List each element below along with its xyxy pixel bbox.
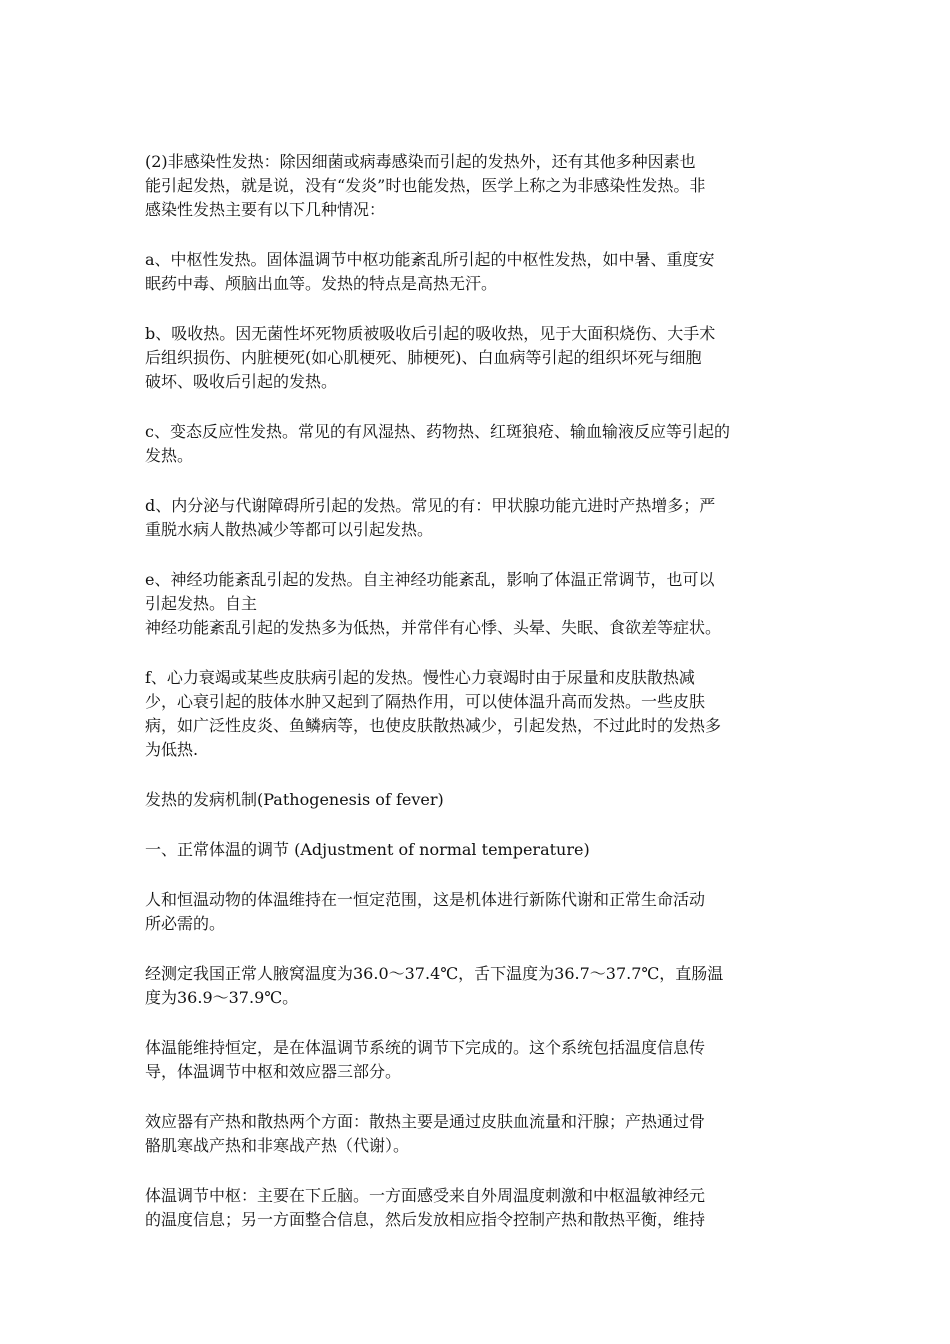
text-line: 破坏、吸收后引起的发热。	[145, 372, 338, 391]
text-line: b、吸收热。因无菌性坏死物质被吸收后引起的吸收热，见于大面积烧伤、大手术	[145, 324, 716, 343]
text-line: 效应器有产热和散热两个方面：散热主要是通过皮肤血流量和汗腺；产热通过骨	[145, 1112, 706, 1131]
paragraph-measured-temperatures	[145, 962, 810, 1010]
paragraph-effectors	[145, 1110, 810, 1158]
text-line: 的温度信息；另一方面整合信息，然后发放相应指令控制产热和散热平衡，维持	[145, 1210, 706, 1229]
text-line: 为低热.	[145, 740, 199, 759]
paragraph-absorption-fever	[145, 322, 810, 394]
text-line: 病，如广泛性皮炎、鱼鳞病等，也使皮肤散热减少，引起发热，不过此时的发热多	[145, 716, 722, 735]
text-line: 感染性发热主要有以下几种情况：	[145, 200, 386, 219]
text-line: 少，心衰引起的肢体水肿又起到了隔热作用，可以使体温升高而发热。一些皮肤	[145, 692, 706, 711]
text-line: 引起发热。自主	[145, 594, 258, 613]
text-line: (2)非感染性发热：除因细菌或病毒感染而引起的发热外，还有其他多种因素也	[145, 152, 696, 171]
text-line: 骼肌寒战产热和非寒战产热（代谢）。	[145, 1136, 410, 1155]
paragraph-regulation-system	[145, 1036, 810, 1084]
paragraph-homeotherm	[145, 888, 810, 936]
text-line: 发热的发病机制(Pathogenesis of fever)	[145, 790, 444, 809]
text-line: 一、正常体温的调节 (Adjustment of normal temperature)	[145, 840, 590, 859]
paragraph-heart-skin-fever	[145, 666, 810, 762]
heading-normal-temperature	[145, 838, 810, 862]
text-line: 后组织损伤、内脏梗死(如心肌梗死、肺梗死)、白血病等引起的组织坏死与细胞	[145, 348, 702, 367]
text-line: 导，体温调节中枢和效应器三部分。	[145, 1062, 402, 1081]
text-line: c、变态反应性发热。常见的有风湿热、药物热、红斑狼疮、输血输液反应等引起的	[145, 422, 730, 441]
text-line: 发热。	[145, 446, 194, 465]
text-line: 度为36.9～37.9℃。	[145, 988, 299, 1007]
heading-pathogenesis	[145, 788, 810, 812]
paragraph-regulation-center	[145, 1184, 810, 1232]
text-line: 经测定我国正常人腋窝温度为36.0～37.4℃，舌下温度为36.7～37.7℃，直肠温	[145, 964, 724, 983]
paragraph-neural-fever	[145, 568, 810, 640]
text-line: 能引起发热，就是说，没有“发炎”时也能发热，医学上称之为非感染性发热。非	[145, 176, 706, 195]
paragraph-allergic-fever	[145, 420, 810, 468]
text-line: 眠药中毒、颅脑出血等。发热的特点是高热无汗。	[145, 274, 498, 293]
text-line: e、神经功能紊乱引起的发热。自主神经功能紊乱，影响了体温正常调节，也可以	[145, 570, 715, 589]
text-line: a、中枢性发热。固体温调节中枢功能紊乱所引起的中枢性发热，如中暑、重度安	[145, 250, 715, 269]
paragraph-noninfectious-fever	[145, 150, 810, 222]
text-line: f、心力衰竭或某些皮肤病引起的发热。慢性心力衰竭时由于尿量和皮肤散热减	[145, 668, 695, 687]
text-line: 重脱水病人散热减少等都可以引起发热。	[145, 520, 434, 539]
text-line: 神经功能紊乱引起的发热多为低热，并常伴有心悸、头晕、失眠、食欲差等症状。	[145, 618, 722, 637]
document-page	[145, 150, 810, 1258]
text-line: d、内分泌与代谢障碍所引起的发热。常见的有：甲状腺功能亢进时产热增多；严	[145, 496, 716, 515]
text-line: 人和恒温动物的体温维持在一恒定范围，这是机体进行新陈代谢和正常生命活动	[145, 890, 706, 909]
text-line: 所必需的。	[145, 914, 226, 933]
text-line: 体温调节中枢：主要在下丘脑。一方面感受来自外周温度刺激和中枢温敏神经元	[145, 1186, 706, 1205]
paragraph-endocrine-fever	[145, 494, 810, 542]
text-line: 体温能维持恒定，是在体温调节系统的调节下完成的。这个系统包括温度信息传	[145, 1038, 706, 1057]
paragraph-central-fever	[145, 248, 810, 296]
